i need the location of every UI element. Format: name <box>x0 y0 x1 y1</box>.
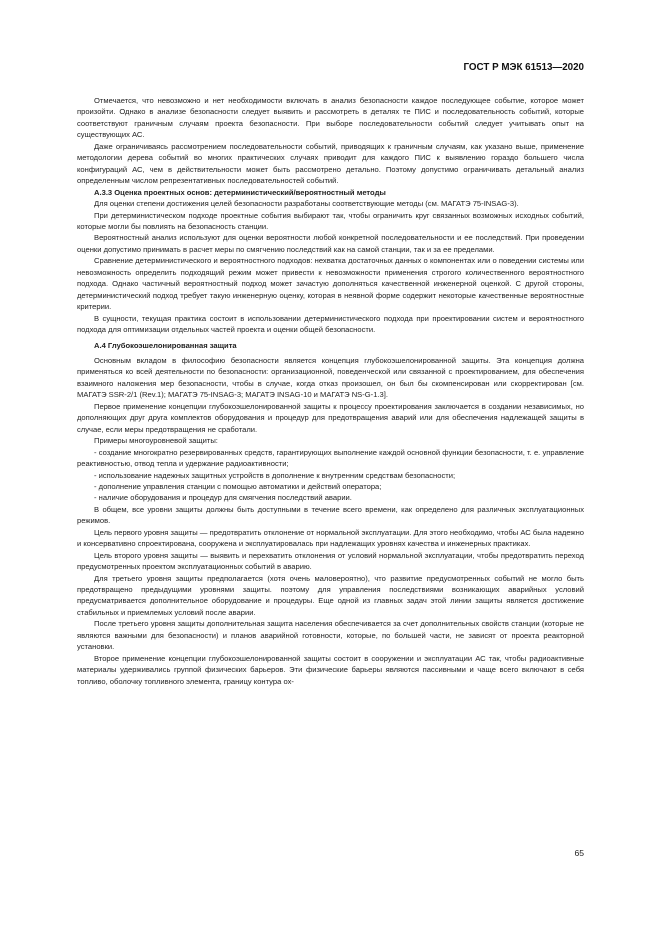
paragraph: Цель второго уровня защиты — выявить и перехватить отклонения от условий нормальной эксплуатации, чтобы предотвратить переход предусмотренных проектом эксплуатационных событий в аварию. <box>77 550 584 572</box>
paragraph: Основным вкладом в философию безопасности является концепция глубокоэшелонированной защиты. Эта концепция должна применяться ко всей деятельности по безопасности: организационной, поведенческой или связанной с проектированием, для обеспечения взаимного наложения мер безопасности, чтобы в случае, когда отказ произошел, он был бы скомпенсирован или скорректирован [см. МАГАТЭ SSR-2/1 (Rev.1); МАГАТЭ 75-INSAG-3; МАГАТЭ INSAG-10 и МАГАТЭ NS-G-1.3]. <box>77 355 584 400</box>
list-item: - наличие оборудования и процедур для смягчения последствий аварии. <box>94 493 352 503</box>
paragraph: Для оценки степени достижения целей безопасности разработаны соответствующие методы (см. МАГАТЭ 75-INSAG-3). <box>94 199 519 209</box>
paragraph: Примеры многоуровневой защиты: <box>94 436 218 446</box>
list-item: - использование надежных защитных устройств в дополнение к внутренним средствам безопасности; <box>94 470 456 480</box>
paragraph: В сущности, текущая практика состоит в использовании детерминистического подхода при проектировании систем и вероятностного подхода для оптимизации отдельных частей проекта и оценки общей безопасности. <box>77 313 584 335</box>
section-heading-a33: А.3.3 Оценка проектных основ: детерминистический/вероятностный методы <box>94 187 386 197</box>
document-body <box>77 95 584 687</box>
paragraph: Отмечается, что невозможно и нет необходимости включать в анализ безопасности каждое последующее событие, которое может произойти. Однако в анализе безопасности следует выявить и рассмотреть в деталях те ПИС и последовательность событий, которые соответствуют граничным случаям проекта безопасности. При выборе последовательности событий следует учитывать опыт на существующих АС. <box>77 96 584 140</box>
list-item: - создание многократно резервированных средств, гарантирующих выполнение каждой основной функции безопасности, т. е. управление реактивностью, отвод тепла и удержание радиоактивности; <box>77 447 584 469</box>
page-number: 65 <box>574 848 584 858</box>
paragraph: Второе применение концепции глубокоэшелонированной защиты состоит в сооружении и эксплуатации АС так, чтобы радиоактивные материалы удерживались группой физических барьеров. Эти физические барьеры являются пассивными и чаще всего включают в себя топливо, оболочку топливного элемента, границу контура ох- <box>77 653 584 686</box>
list-item: - дополнение управления станции с помощью автоматики и действий оператора; <box>94 481 382 491</box>
paragraph: В общем, все уровни защиты должны быть доступными в течение всего времени, как определено для различных эксплуатационных режимов. <box>77 504 584 526</box>
paragraph: Цель первого уровня защиты — предотвратить отклонение от нормальной эксплуатации. Для этого необходимо, чтобы АС была надежно и консервативно спроектирована, сооружена и эксплуатировалась при надлежащих уровнях качества и инженерных практиках. <box>77 527 584 549</box>
paragraph: При детерминистическом подходе проектные события выбирают так, чтобы ограничить круг связанных возможных исходных событий, которые могли бы повлиять на безопасность станции. <box>77 210 584 231</box>
section-heading-a4: А.4 Глубокоэшелонированная защита <box>94 340 237 350</box>
paragraph: Вероятностный анализ используют для оценки вероятности любой конкретной последовательности и ее последствий. При проведении оценки допустимо принимать в расчет меры по смягчению последствий как на самой станции, так и за ее пределами. <box>77 233 584 254</box>
document-id-header: ГОСТ Р МЭК 61513—2020 <box>463 62 584 73</box>
paragraph: После третьего уровня защиты дополнительная защита населения обеспечивается за счет дополнительных свойств станции (которые не являются важными для безопасности) и планов аварийной готовности, которые, по большей части, не зависят от проекта реакторной установки. <box>77 619 584 652</box>
paragraph: Первое применение концепции глубокоэшелонированной защиты к процессу проектирования заключается в создании независимых, но дополняющих друг друга комплектов оборудования и процедур для предотвращения аварий или для обеспечения надлежащей защиты в случае, если меры предотвращения не сработали. <box>77 401 584 434</box>
paragraph: Сравнение детерминистического и вероятностного подходов: нехватка достаточных данных о компонентах или о поведении системы или невозможность определить подходящий режим может привести к невозможности применения строгого количественного вероятностного подхода. Однако частичный вероятностный подход может зачастую дополняться качественной инженерной оценкой. С другой стороны, детерминистический подход требует такую инженерную оценку, которая в неявной форме содержит некоторые качественные вероятностные критерии. <box>77 256 584 312</box>
paragraph: Даже ограничиваясь рассмотрением последовательности событий, приводящих к граничным случаям, как указано выше, применение методологии дерева событий во многих практических случаях приводит для каждого ПИС к выявлению гораздо большего числа конфигураций АС, чем в действительности может быть рассмотрено детально. Поэтому допустимо ограничивать детальный анализ определенным числом репрезентативных последовательностей событий. <box>77 141 584 186</box>
paragraph: Для третьего уровня защиты предполагается (хотя очень маловероятно), что развитие предусмотренных событий не могло быть предотвращено предыдущими уровнями защиты. поэтому для управления последствиями возникающих аварийных условий предусматривается дополнительное оборудование и процедуры. Еще одной из главных задач этой линии защиты является достижение стабильных и приемлемых условий после аварии. <box>77 573 584 617</box>
